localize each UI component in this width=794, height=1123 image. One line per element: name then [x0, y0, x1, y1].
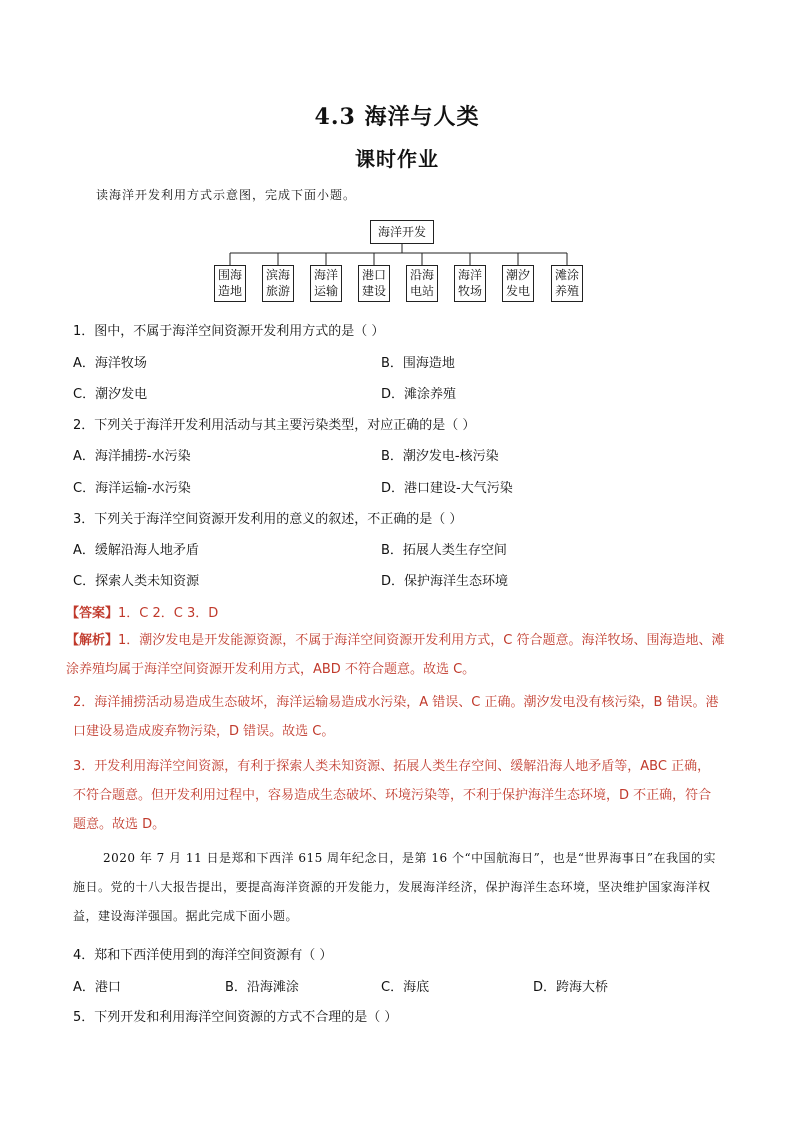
analysis-text-1: 1．潮汐发电是开发能源资源，不属于海洋空间资源开发利用方式，C 符合题意。海洋牧场、围海造地、滩涂养殖均属于海洋空间资源开发利用方式，ABD 不符合题意。故选 C。 [66, 633, 725, 677]
box-line: 围海 [217, 268, 242, 282]
diagram-box-8 [551, 265, 583, 302]
question-3-option-c: C．探索人类未知资源 [73, 574, 200, 589]
page-title: 4.3 海洋与人类 [314, 104, 480, 130]
box-line: 电站 [409, 284, 434, 298]
answer-text: 1．C 2．C 3．D [118, 606, 219, 621]
box-line: 运输 [313, 284, 338, 298]
question-2-option-d: D．港口建设-大气污染 [381, 481, 513, 496]
question-4-option-b: B．沿海滩涂 [225, 980, 299, 995]
box-line: 潮汐 [505, 268, 530, 282]
question-1-option-a: A．海洋牧场 [73, 356, 147, 371]
answer-line [66, 602, 218, 621]
question-2-option-b: B．潮汐发电-核污染 [381, 449, 499, 464]
box-line: 滨海 [265, 268, 290, 282]
diagram-box-3 [310, 265, 342, 302]
analysis-paragraph-2: 2．海洋捕捞活动易造成生态破坏，海洋运输易造成水污染，A 错误、C 正确。潮汐发电没有核污染，B 错误。港口建设易造成废弃物污染，D 错误。故选 C。 [73, 695, 719, 739]
box-line: 海洋 [313, 268, 338, 282]
diagram-instruction: 读海洋开发利用方式示意图，完成下面小题。 [96, 188, 357, 202]
question-3-option-b: B．拓展人类生存空间 [381, 543, 507, 558]
page-subtitle: 课时作业 [355, 147, 439, 171]
question-3-option-a: A．缓解沿海人地矛盾 [73, 543, 199, 558]
box-line: 沿海 [409, 268, 434, 282]
question-1-option-d: D．滩涂养殖 [381, 387, 457, 402]
question-3-option-d: D．保护海洋生态环境 [381, 574, 509, 589]
diagram-root-box: 海洋开发 [370, 220, 434, 244]
box-line: 牧场 [457, 284, 482, 298]
question-2-option-c: C．海洋运输-水污染 [73, 481, 191, 496]
box-line: 港口 [361, 268, 386, 282]
question-4-option-a: A．港口 [73, 980, 121, 995]
diagram-box-7 [502, 265, 534, 302]
diagram-box-5 [406, 265, 438, 302]
analysis-paragraph-1 [66, 626, 726, 684]
box-line: 旅游 [265, 284, 290, 298]
box-line: 建设 [361, 284, 386, 298]
question-4-option-c: C．海底 [381, 980, 430, 995]
box-line: 滩涂 [554, 268, 579, 282]
box-line: 造地 [217, 284, 242, 298]
diagram-box-4 [358, 265, 390, 302]
diagram-box-2 [262, 265, 294, 302]
box-line: 发电 [505, 284, 530, 298]
question-4-stem: 4．郑和下西洋使用到的海洋空间资源有（ ） [73, 948, 333, 963]
diagram-box-1 [214, 265, 246, 302]
reading-passage: 2020 年 7 月 11 日是郑和下西洋 615 周年纪念日，是第 16 个“中国航海日”，也是“世界海事日”在我国的实施日。党的十八大报告提出，要提高海洋资源的开发能力，发展海洋经济，保护海洋生态环境，坚决维护国家海洋权益，建设海洋强国。据此完成下面小题。 [73, 851, 716, 923]
box-line: 海洋 [457, 268, 482, 282]
question-5-stem: 5．下列开发和利用海洋空间资源的方式不合理的是（ ） [73, 1010, 398, 1025]
answer-tag: 【答案】 [66, 606, 119, 621]
question-2-stem: 2．下列关于海洋开发利用活动与其主要污染类型，对应正确的是（ ） [73, 418, 476, 433]
question-3-stem: 3．下列关于海洋空间资源开发利用的意义的叙述，不正确的是（ ） [73, 512, 463, 527]
analysis-paragraph-3: 3．开发利用海洋空间资源，有利于探索人类未知资源、拓展人类生存空间、缓解沿海人地矛盾等，ABC 正确，不符合题意。但开发利用过程中，容易造成生态破坏、环境污染等，不利于保护海洋生态环境，D 不正确，符合题意。故选 D。 [73, 759, 712, 832]
question-4-option-d: D．跨海大桥 [533, 980, 609, 995]
question-1-option-b: B．围海造地 [381, 356, 455, 371]
question-1-stem: 1．图中，不属于海洋空间资源开发利用方式的是（ ） [73, 324, 385, 339]
box-line: 养殖 [554, 284, 579, 298]
question-2-option-a: A．海洋捕捞-水污染 [73, 449, 191, 464]
diagram-box-6 [454, 265, 486, 302]
analysis-tag: 【解析】 [66, 633, 119, 648]
question-1-option-c: C．潮汐发电 [73, 387, 148, 402]
